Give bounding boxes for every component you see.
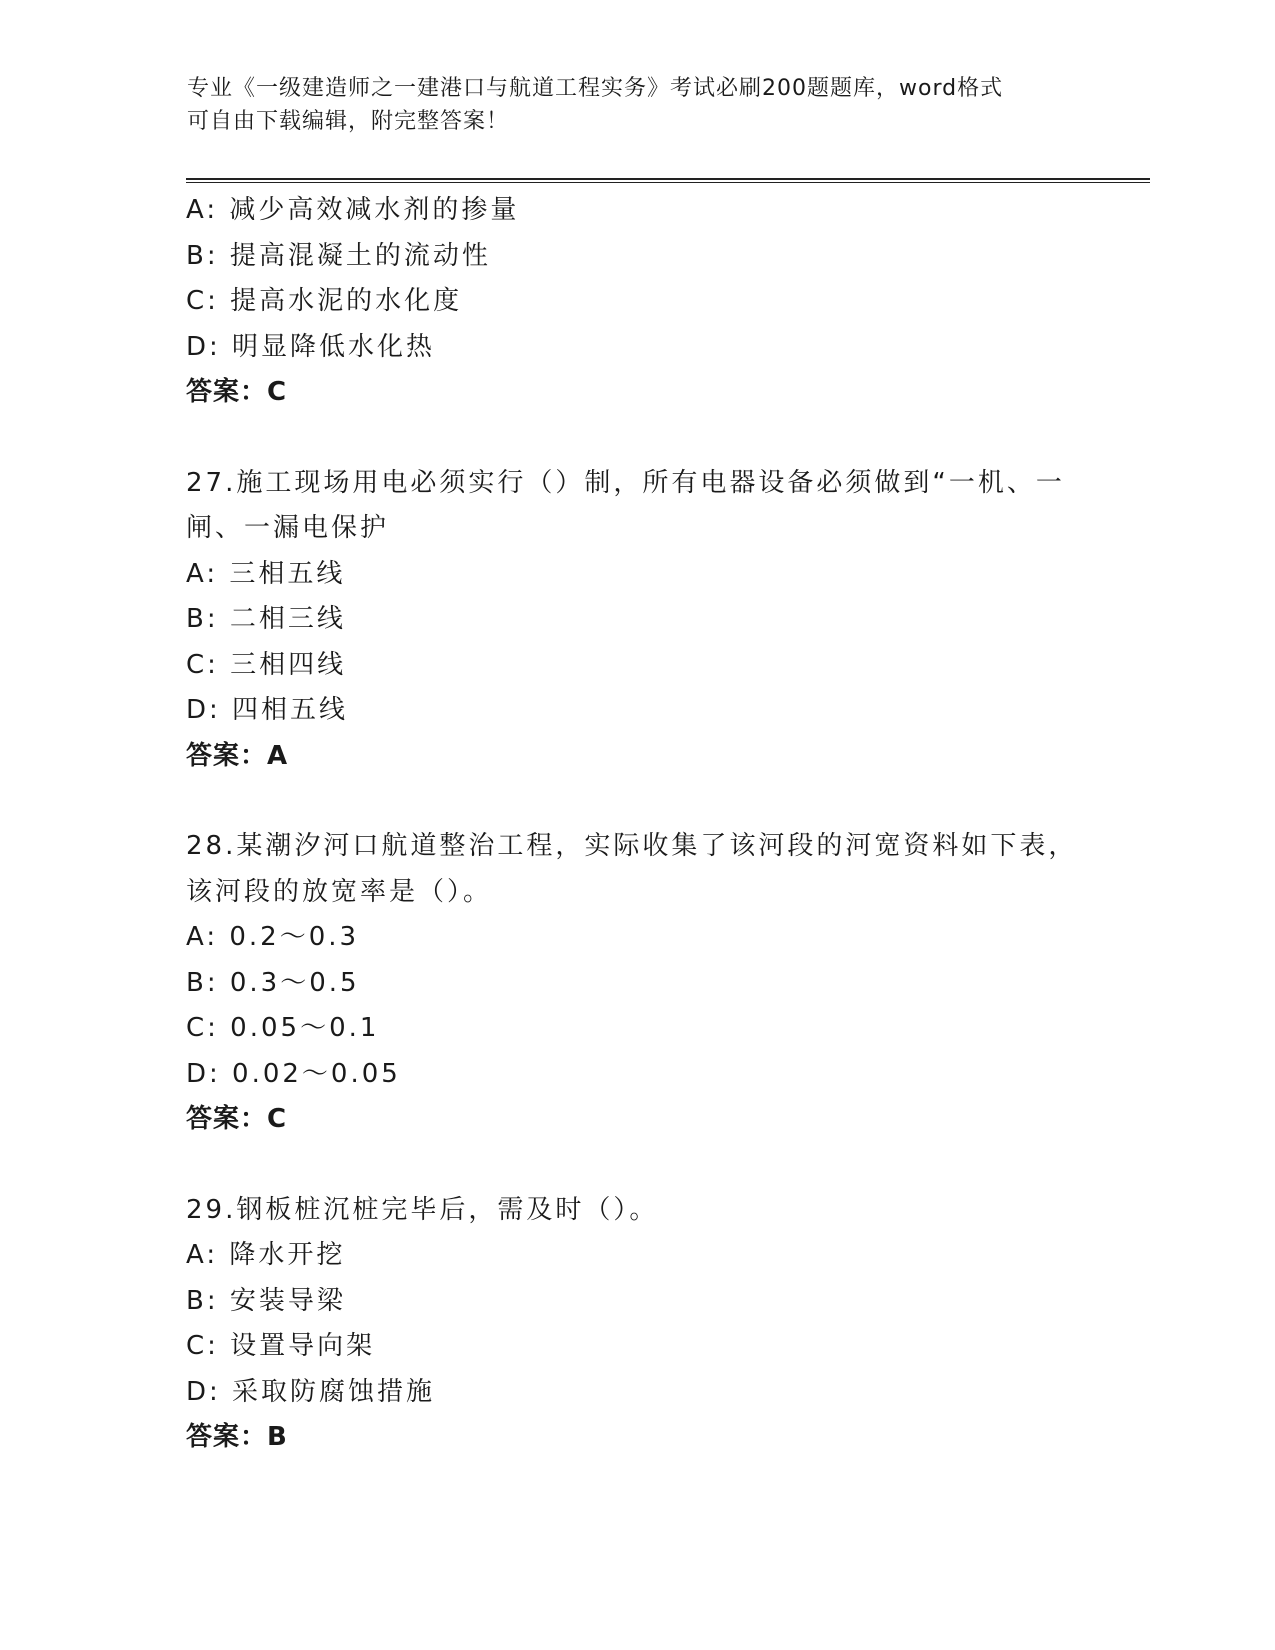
option-a: A: 降水开挖 (186, 1240, 346, 1270)
answer: 答案：B (186, 1422, 288, 1452)
option-d: D: 四相五线 (186, 695, 349, 725)
question-stem-line-1: 29.钢板桩沉桩完毕后，需及时（）。 (186, 1194, 659, 1225)
header-title-line-1: 专业《一级建造师之一建港口与航道工程实务》考试必刷200题题库，word格式 (187, 76, 1004, 101)
option-d: D: 采取防腐蚀措施 (186, 1376, 436, 1407)
question-29 (186, 1188, 1086, 1461)
question-stem-line-2: 该河段的放宽率是（）。 (186, 876, 493, 907)
question-stem-line-2: 闸、一漏电保护 (186, 513, 390, 543)
option-a: A: 0.2～0.3 (186, 922, 360, 952)
answer: 答案：C (186, 1104, 288, 1134)
option-a: A: 三相五线 (186, 558, 346, 589)
question-27 (186, 461, 1086, 780)
option-c: C: 提高水泥的水化度 (186, 286, 463, 316)
answer: 答案：A (186, 740, 289, 771)
header-divider (186, 178, 1150, 184)
answer: 答案：C (186, 377, 288, 407)
question-stem-line-1: 28.某潮汐河口航道整治工程，实际收集了该河段的河宽资料如下表， (186, 831, 1078, 861)
option-b: B: 二相三线 (186, 604, 346, 634)
option-d: D: 0.02～0.05 (186, 1058, 401, 1089)
question-stem-line-1: 27.施工现场用电必须实行（）制，所有电器设备必须做到“一机、一 (186, 467, 1065, 498)
option-c: C: 0.05～0.1 (186, 1013, 380, 1043)
option-b: B: 安装导梁 (186, 1285, 346, 1316)
option-b: B: 提高混凝土的流动性 (186, 240, 491, 271)
header-title-line-2: 可自由下载编辑，附完整答案！ (187, 109, 510, 134)
question-list (186, 188, 1086, 1461)
question-26 (186, 188, 1086, 416)
option-b: B: 0.3～0.5 (186, 967, 360, 998)
document-header (187, 72, 1067, 138)
option-a: A: 减少高效减水剂的掺量 (186, 195, 520, 225)
option-c: C: 三相四线 (186, 649, 347, 680)
question-28 (186, 824, 1086, 1143)
option-c: C: 设置导向架 (186, 1331, 376, 1361)
option-d: D: 明显降低水化热 (186, 331, 436, 362)
